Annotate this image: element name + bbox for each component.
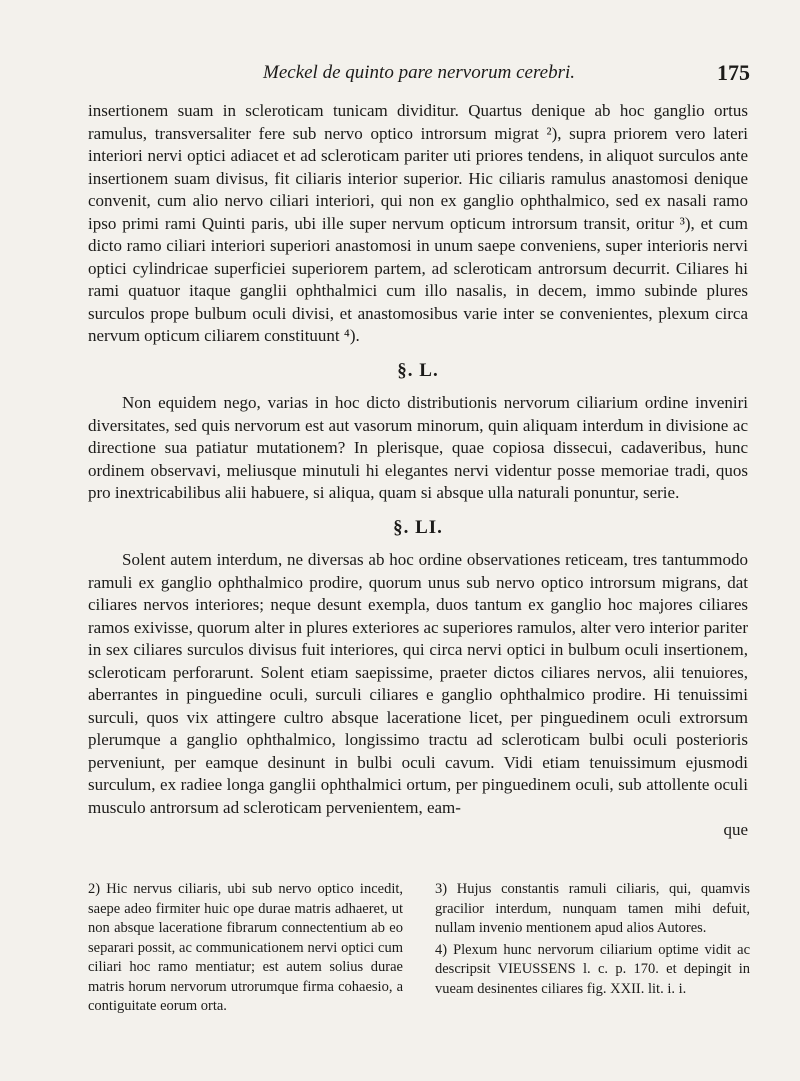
paragraph: Solent autem interdum, ne diversas ab hoc ordine observationes reticeam, tres tantummodo ramuli ex ganglio ophthalmico prodire, quorum unus sub nervo optico introrsum migrans, dat ciliares nervos interiores; neque desunt exempla, duos tantum ex ganglio hoc majores ciliares ramos exivisse, quorum alter in plures exteriores ac superiores ramulos, alter vero interior pariter in sex ciliares surculos divisus fuit interiores, qui circa nervi optici in bulbum oculi insertionem, scleroticam perforarunt. Solent etiam saepissime, praeter dictos ciliares nervos, alii tenuiores, aberrantes in pinguedine oculi, surculi ciliares e ganglio ophthalmico prodire. Hi tenuissimi surculi, quos vix attingere cultro absque laceratione licet, per pinguedinem oculi extrorsum plerumque a ganglio ophthalmico, longissimo tractu ad scleroticam bulbi oculi posterioris perveniunt, per eamque desinunt in bulbi oculi cavum. Vidi etiam tenuissimum ejusmodi surculum, ex radiee longa ganglii ophthalmici ortum, per pinguedinem oculi, sub attollente oculi musculo antrorsum ad scleroticam pervenientem, eam- — [88, 550, 748, 817]
paragraph: insertionem suam in scleroticam tunicam dividitur. Quartus denique ab hoc ganglio ortus ramulus, transversaliter fere sub nervo optico introrsum migrat ²), supra priorem vero lateri interiori nervi optici adiacet et ad scleroticam pariter uti priores tendens, in aliquot surculos ante insertionem suam divisus, fit ciliaris interior superior. Hic ciliaris ramulus anastomosi denique convenit, cum alio nervo ciliari interiori, qui non ex ganglio ophthalmico, sed ex nasali ramo ipso primi rami Quinti paris, ubi ille super nervum opticum introrsum transit, oritur ³), et cum dicto ramo ciliari interiori superiori anastomosi in unum saepe conveniens, super interioris nervi optici cylindricae superficiei superiorem partem, ad scleroticam antrorsum decurrit. Ciliares hi rami quatuor itaque ganglii ophthalmici cum illo nasalis, in decem, immo subinde plures surculos prope bulbum oculi divisi, et anastomosibus varie inter se convenientes, plexum circa nervum opticum ciliarem constituunt ⁴). — [88, 101, 748, 345]
catchword: que — [723, 820, 748, 839]
running-title: Meckel de quinto pare nervorum cerebri. — [263, 62, 575, 83]
page-number: 175 — [717, 60, 750, 85]
footnote-4: 4) Plexum hunc nervorum ciliarium optime vidit ac descripsit VIEUSSENS l. c. p. 170. et depingit in vueam desinentes ciliares fig. XXII. lit. i. i. — [435, 941, 750, 997]
footnotes — [88, 880, 750, 1019]
footnote-3: 3) Hujus constantis ramuli ciliaris, qui, quamvis gracilior interdum, nunquam tamen mihi defuit, nullam invenio mentionem apud alios Autores. — [435, 881, 750, 936]
paragraph: Non equidem nego, varias in hoc dicto distributionis nervorum ciliarium ordine inveniri diversitates, sed quis nervorum est aut vasorum minorum, quin aliquam interdum in divisione ac directione sua patiatur mutationem? In plerisque, quae copiosa dissecui, cadaveribus, hunc ordinem observavi, meliusque minutuli hi elegantes nervi videntur posse memoriae tradi, quos pro inextricabilibus alii habuere, si aliqua, quam si absque ulla naturali ponuntur, serie. — [88, 393, 748, 502]
section-heading-l: §. L. — [397, 359, 439, 381]
page-header — [88, 58, 750, 88]
footnote-column-right — [435, 880, 750, 1019]
footnote-column-left — [88, 880, 403, 1019]
footnote-2: 2) Hic nervus ciliaris, ubi sub nervo optico incedit, saepe adeo firmiter huic ope durae matris adhaeret, ut non absque laceratione fibrarum connectentium ab eo separari possit, ac communicationem nervi optici cum ciliari hoc ramo mentiatur; est autem solius durae matris horum nervorum utrorumque firma cohaesio, a contiguitate eorum orta. — [88, 881, 403, 1014]
main-text — [88, 100, 748, 842]
section-heading-li: §. LI. — [393, 516, 443, 538]
